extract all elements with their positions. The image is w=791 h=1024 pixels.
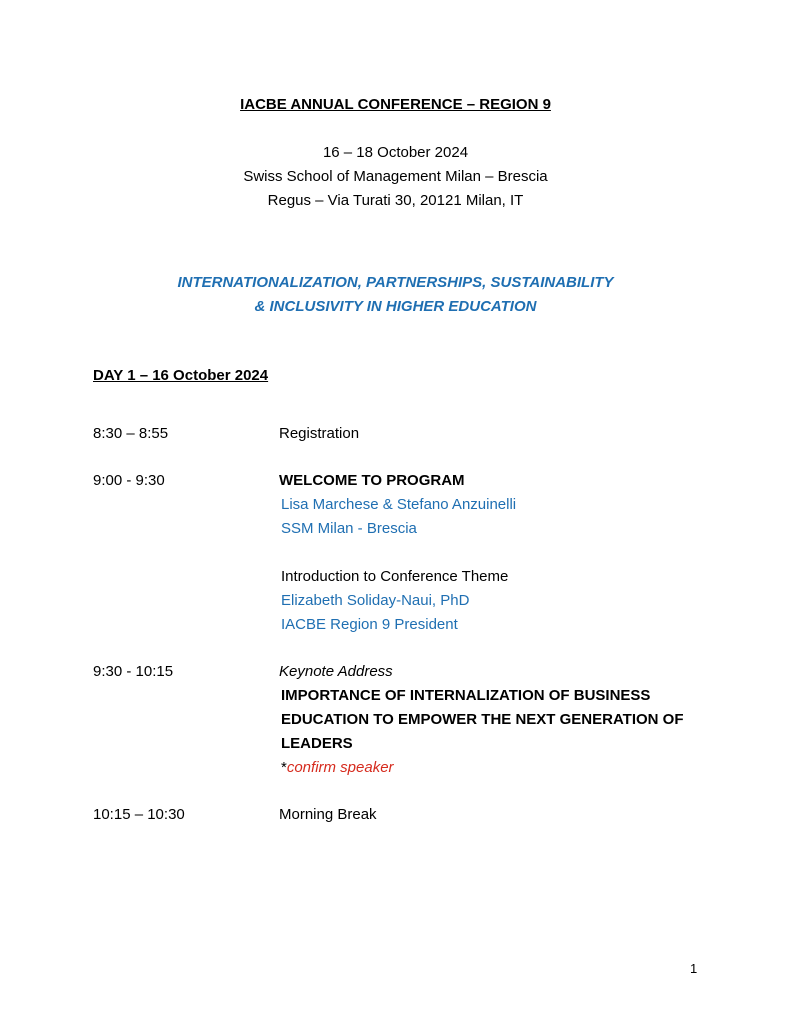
keynote-title-line-2: EDUCATION TO EMPOWER THE NEXT GENERATION OF [281,711,684,728]
welcome-affiliation: SSM Milan - Brescia [281,520,417,537]
break-time: 10:15 – 10:30 [93,806,185,823]
keynote-label: Keynote Address [279,663,393,680]
welcome-title: WELCOME TO PROGRAM [279,472,465,489]
keynote-time: 9:30 - 10:15 [93,663,174,680]
break-title: Morning Break [279,806,377,823]
keynote-title-line-3: LEADERS [281,735,353,752]
page-number: 1 [690,961,698,976]
conference-title: IACBE ANNUAL CONFERENCE – REGION 9 [240,96,551,113]
confirm-speaker-note: confirm speaker [286,759,394,776]
conference-dates: 16 – 18 October 2024 [322,144,469,161]
venue-address: Regus – Via Turati 30, 20121 Milan, IT [267,192,524,209]
keynote-title-line-1: IMPORTANCE OF INTERNALIZATION OF BUSINESS [281,687,651,704]
intro-title: Introduction to Conference Theme [281,568,509,585]
welcome-speakers: Lisa Marchese & Stefano Anzuinelli [281,496,517,513]
welcome-time: 9:00 - 9:30 [93,472,165,489]
registration-time: 8:30 – 8:55 [93,425,169,442]
host-institution: Swiss School of Management Milan – Brescia [243,168,548,185]
registration-title: Registration [279,425,360,442]
intro-affiliation: IACBE Region 9 President [281,616,458,633]
theme-line-2: & INCLUSIVITY IN HIGHER EDUCATION [254,298,537,315]
note-asterisk: * [281,759,287,776]
keynote-note [281,760,394,775]
day-heading: DAY 1 – 16 October 2024 [93,367,269,384]
theme-line-1: INTERNATIONALIZATION, PARTNERSHIPS, SUSTAINABILITY [177,274,614,291]
intro-speaker: Elizabeth Soliday-Naui, PhD [281,592,470,609]
